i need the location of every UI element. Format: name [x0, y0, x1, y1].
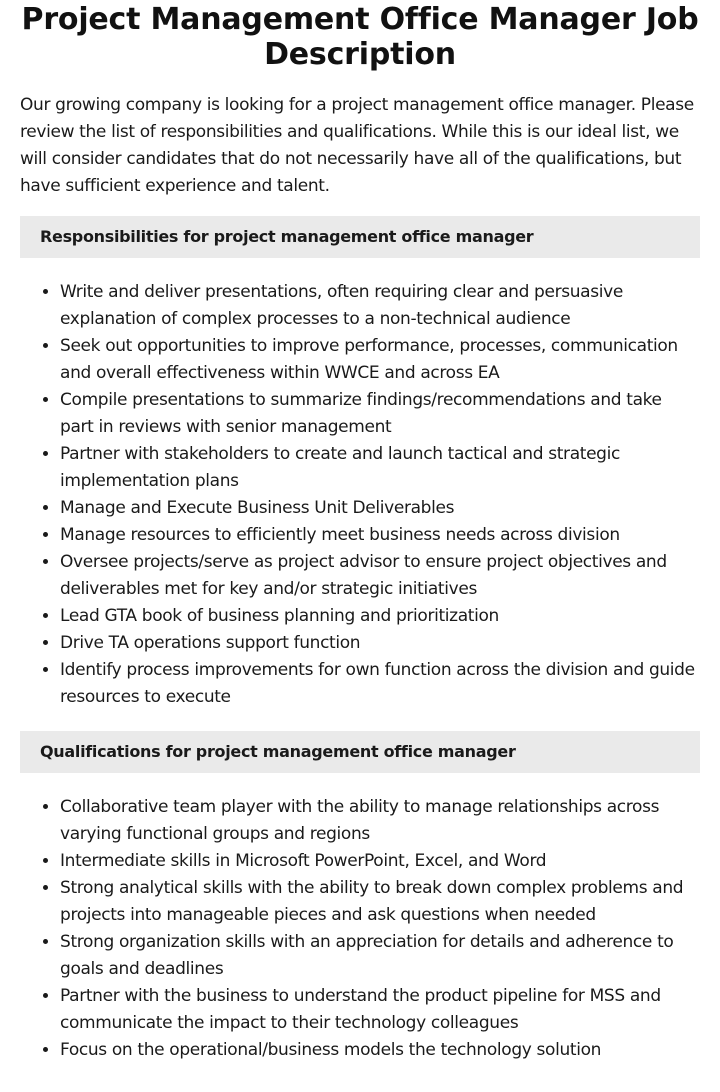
list-item: • Strong analytical skills with the ability to break down complex problems and projects into manageable pieces and ask questions when needed [60, 875, 700, 929]
page-title: Project Management Office Manager Job Description [21, 2, 699, 72]
qualifications-list [20, 794, 700, 1064]
list-item: • Partner with the business to understand the product pipeline for MSS and communicate the impact to their technology colleagues [60, 983, 700, 1037]
list-item: • Partner with stakeholders to create and launch tactical and strategic implementation plans [60, 441, 700, 495]
list-item: • Collaborative team player with the ability to manage relationships across varying functional groups and regions [60, 794, 700, 848]
list-item: • Strong organization skills with an appreciation for details and adherence to goals and deadlines [60, 929, 700, 983]
list-item: • Manage and Execute Business Unit Deliverables [60, 495, 700, 522]
list-item: • Compile presentations to summarize findings/recommendations and take part in reviews with senior management [60, 387, 700, 441]
qualifications-heading: Qualifications for project management office manager [20, 731, 700, 773]
list-item: • Focus on the operational/business models the technology solution [60, 1037, 700, 1064]
list-item: • Lead GTA book of business planning and prioritization [60, 603, 700, 630]
list-item: • Drive TA operations support function [60, 630, 700, 657]
responsibilities-heading: Responsibilities for project management office manager [20, 216, 700, 258]
intro-paragraph: Our growing company is looking for a project management office manager. Please review the list of responsibilities and qualifications. While this is our ideal list, we will consider candidates that do not necessarily have all of the qualifications, but have sufficient experience and talent. [20, 95, 694, 196]
list-item: • Identify process improvements for own function across the division and guide resources to execute [60, 657, 700, 711]
list-item: • Seek out opportunities to improve performance, processes, communication and overall effectiveness within WWCE and across EA [60, 333, 700, 387]
list-item: • Manage resources to efficiently meet business needs across division [60, 522, 700, 549]
list-item: • Write and deliver presentations, often requiring clear and persuasive explanation of complex processes to a non-technical audience [60, 279, 700, 333]
list-item: • Intermediate skills in Microsoft PowerPoint, Excel, and Word [60, 848, 700, 875]
responsibilities-list [20, 279, 700, 711]
list-item: • Oversee projects/serve as project advisor to ensure project objectives and deliverables met for key and/or strategic initiatives [60, 549, 700, 603]
